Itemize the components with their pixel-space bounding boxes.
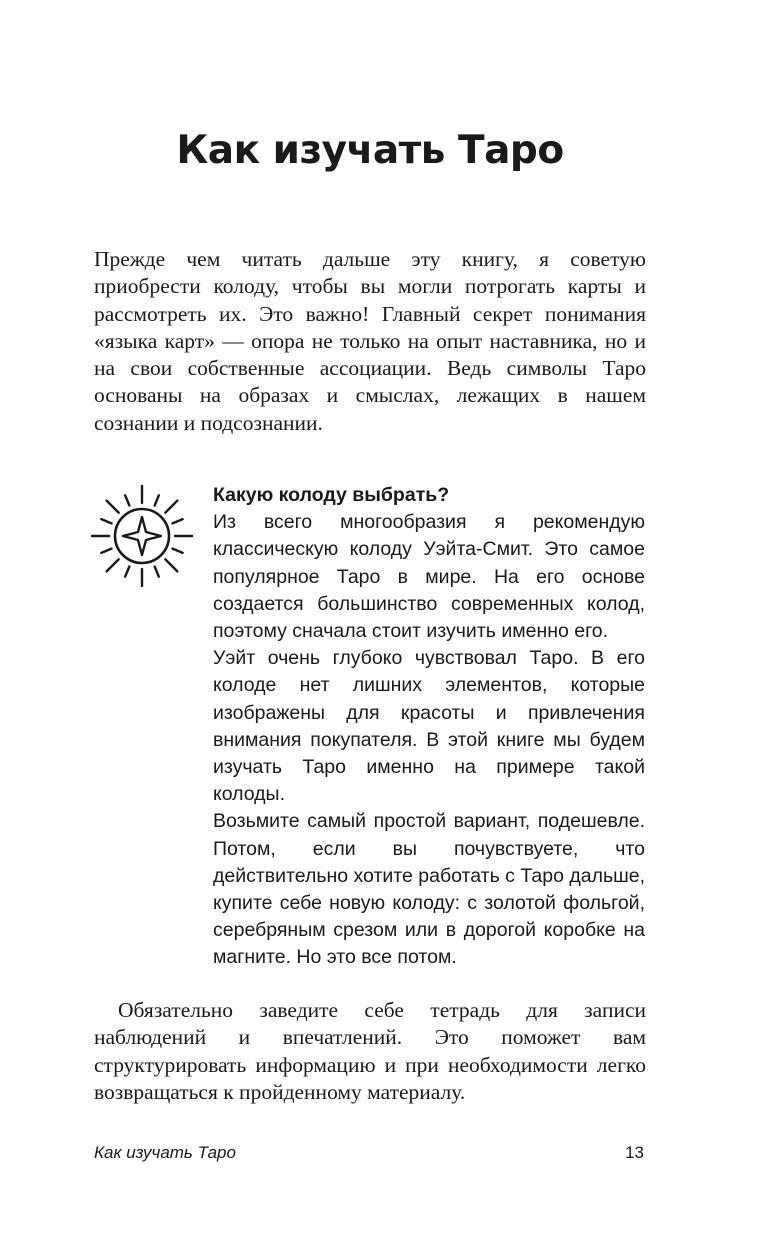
outro-paragraph: Обязательно заведите себе тетрадь для записи наблюдений и впечатлений. Это поможет вам структурировать информацию и при необходимости легко возвращаться к пройденному материалу. bbox=[94, 998, 646, 1104]
sun-ray bbox=[172, 519, 182, 523]
sun-ray bbox=[172, 549, 182, 553]
sun-ray bbox=[155, 566, 159, 576]
page-number: 13 bbox=[625, 1143, 644, 1162]
sun-ray bbox=[101, 519, 111, 523]
page-title: Как изучать Таро bbox=[176, 128, 564, 173]
running-title: Как изучать Таро bbox=[94, 1143, 236, 1162]
sidebar-paragraph: Уэйт очень глубоко чувствовал Таро. В его колоде нет лишних элементов, которые изображены для красоты и привлечения внимания покупателя. В этой книге мы будем изучать Таро именно на примере такой колоды. bbox=[213, 647, 645, 806]
sun-ray bbox=[165, 501, 177, 513]
sidebar-heading: Какую колоду выбрать? bbox=[213, 484, 450, 506]
intro-paragraph: Прежде чем читать дальше эту книгу, я советую приобрести колоду, чтобы вы могли потрогать карты и рассмотреть их. Это важно! Главный секрет понимания «языка карт» — опора не только на опыт наставника, но и на свои собственные ассоциации. Ведь символы Таро основаны на образах и смыслах, лежащих в нашем сознании и подсознании. bbox=[94, 247, 646, 435]
sun-star-icon bbox=[90, 484, 194, 588]
sun-ray bbox=[107, 559, 119, 571]
sidebar-paragraph: Возьмите самый простой вариант, подешевле. Потом, если вы почувствуете, что действительно хотите работать с Таро дальше, купите себе новую колоду: с золотой фольгой, серебряным срезом или в дорогой коробке на магните. Но это все потом. bbox=[213, 810, 646, 969]
sun-ray bbox=[165, 559, 177, 571]
sidebar-box bbox=[213, 482, 645, 972]
sun-ray bbox=[107, 501, 119, 513]
sidebar-paragraph: Из всего многообразия я рекомендую классическую колоду Уэйта-Смит. Это самое популярное Таро в мире. На его основе создается большинство современных колод, поэтому сначала стоит изучить именно его. bbox=[213, 511, 645, 643]
sun-ray bbox=[125, 495, 129, 505]
sun-ray bbox=[125, 566, 129, 576]
sun-ray bbox=[155, 495, 159, 505]
sun-ray bbox=[101, 549, 111, 553]
